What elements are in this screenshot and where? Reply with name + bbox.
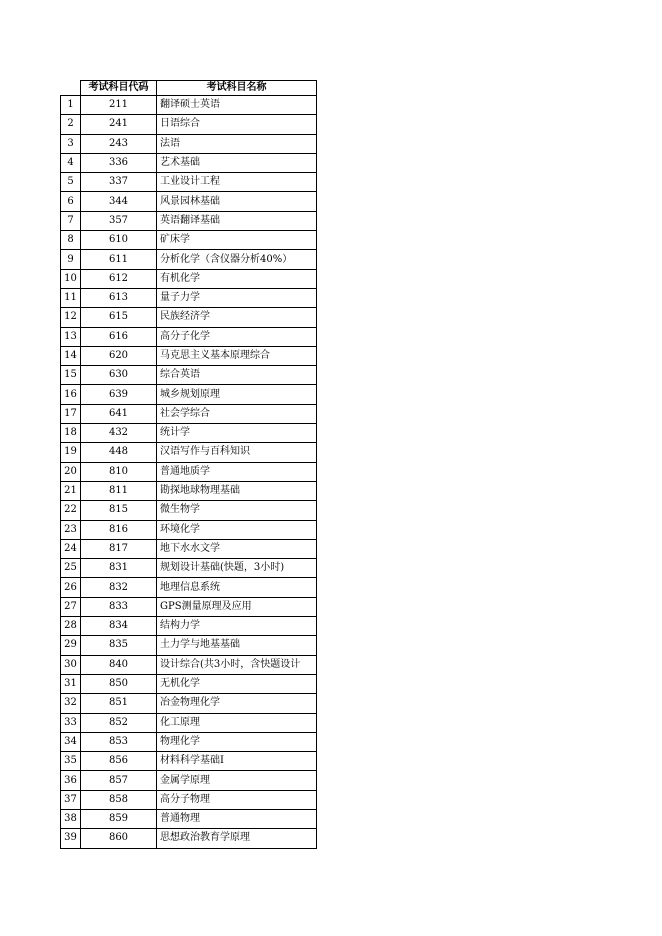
subject-name-cell: GPS测量原理及应用 (157, 597, 317, 616)
exam-subject-table-container (60, 80, 317, 849)
table-row (61, 752, 317, 771)
row-index-cell: 37 (61, 790, 81, 809)
exam-subject-table (60, 80, 317, 849)
row-index-cell: 23 (61, 520, 81, 539)
subject-code-cell: 853 (81, 732, 157, 751)
table-row (61, 539, 317, 558)
header-code-cell: 考试科目代码 (81, 81, 157, 96)
subject-code-cell: 612 (81, 269, 157, 288)
table-row (61, 501, 317, 520)
subject-code-cell: 856 (81, 752, 157, 771)
table-row (61, 404, 317, 423)
subject-code-cell: 641 (81, 404, 157, 423)
subject-code-cell: 357 (81, 211, 157, 230)
subject-code-cell: 835 (81, 636, 157, 655)
row-index-cell: 26 (61, 578, 81, 597)
table-row (61, 790, 317, 809)
subject-name-cell: 法语 (157, 134, 317, 153)
row-index-cell: 7 (61, 211, 81, 230)
table-row (61, 250, 317, 269)
subject-code-cell: 833 (81, 597, 157, 616)
subject-name-cell: 化工原理 (157, 713, 317, 732)
subject-name-cell: 高分子化学 (157, 327, 317, 346)
subject-name-cell: 环境化学 (157, 520, 317, 539)
table-row (61, 655, 317, 674)
subject-name-cell: 量子力学 (157, 288, 317, 307)
subject-name-cell: 普通物理 (157, 809, 317, 828)
table-row (61, 713, 317, 732)
row-index-cell: 31 (61, 674, 81, 693)
table-row (61, 192, 317, 211)
subject-name-cell: 风景园林基础 (157, 192, 317, 211)
subject-name-cell: 微生物学 (157, 501, 317, 520)
subject-name-cell: 规划设计基础(快题，3小时) (157, 559, 317, 578)
table-row (61, 115, 317, 134)
subject-code-cell: 610 (81, 231, 157, 250)
subject-code-cell: 241 (81, 115, 157, 134)
table-row (61, 636, 317, 655)
row-index-cell: 8 (61, 231, 81, 250)
table-body (61, 96, 317, 849)
subject-name-cell: 统计学 (157, 424, 317, 443)
subject-name-cell: 民族经济学 (157, 308, 317, 327)
subject-code-cell: 613 (81, 288, 157, 307)
subject-name-cell: 社会学综合 (157, 404, 317, 423)
table-row (61, 809, 317, 828)
row-index-cell: 19 (61, 443, 81, 462)
subject-code-cell: 336 (81, 153, 157, 172)
subject-name-cell: 地下水水文学 (157, 539, 317, 558)
subject-code-cell: 831 (81, 559, 157, 578)
table-row (61, 153, 317, 172)
subject-code-cell: 815 (81, 501, 157, 520)
table-row (61, 597, 317, 616)
subject-name-cell: 工业设计工程 (157, 173, 317, 192)
subject-code-cell: 857 (81, 771, 157, 790)
table-row (61, 732, 317, 751)
subject-code-cell: 639 (81, 385, 157, 404)
subject-code-cell: 840 (81, 655, 157, 674)
row-index-cell: 24 (61, 539, 81, 558)
table-row (61, 385, 317, 404)
table-row (61, 481, 317, 500)
table-row (61, 173, 317, 192)
subject-name-cell: 综合英语 (157, 366, 317, 385)
row-index-cell: 36 (61, 771, 81, 790)
table-row (61, 829, 317, 848)
row-index-cell: 6 (61, 192, 81, 211)
table-row (61, 578, 317, 597)
subject-name-cell: 勘探地球物理基础 (157, 481, 317, 500)
row-index-cell: 38 (61, 809, 81, 828)
subject-code-cell: 817 (81, 539, 157, 558)
subject-code-cell: 448 (81, 443, 157, 462)
row-index-cell: 2 (61, 115, 81, 134)
subject-name-cell: 矿床学 (157, 231, 317, 250)
row-index-cell: 28 (61, 617, 81, 636)
subject-code-cell: 859 (81, 809, 157, 828)
row-index-cell: 5 (61, 173, 81, 192)
row-index-cell: 1 (61, 96, 81, 115)
table-row (61, 462, 317, 481)
subject-code-cell: 850 (81, 674, 157, 693)
subject-name-cell: 冶金物理化学 (157, 694, 317, 713)
subject-code-cell: 620 (81, 346, 157, 365)
subject-name-cell: 材料科学基础Ⅰ (157, 752, 317, 771)
subject-name-cell: 无机化学 (157, 674, 317, 693)
row-index-cell: 29 (61, 636, 81, 655)
subject-code-cell: 616 (81, 327, 157, 346)
subject-name-cell: 马克思主义基本原理综合 (157, 346, 317, 365)
subject-name-cell: 汉语写作与百科知识 (157, 443, 317, 462)
subject-code-cell: 811 (81, 481, 157, 500)
row-index-cell: 15 (61, 366, 81, 385)
row-index-cell: 12 (61, 308, 81, 327)
subject-code-cell: 810 (81, 462, 157, 481)
subject-name-cell: 有机化学 (157, 269, 317, 288)
subject-name-cell: 物理化学 (157, 732, 317, 751)
subject-code-cell: 832 (81, 578, 157, 597)
subject-code-cell: 615 (81, 308, 157, 327)
row-index-cell: 21 (61, 481, 81, 500)
subject-name-cell: 分析化学（含仪器分析40%） (157, 250, 317, 269)
row-index-cell: 4 (61, 153, 81, 172)
table-row (61, 674, 317, 693)
table-row (61, 231, 317, 250)
row-index-cell: 13 (61, 327, 81, 346)
table-row (61, 134, 317, 153)
table-row (61, 327, 317, 346)
subject-code-cell: 858 (81, 790, 157, 809)
subject-name-cell: 普通地质学 (157, 462, 317, 481)
row-index-cell: 11 (61, 288, 81, 307)
subject-name-cell: 设计综合(共3小时，含快题设计 (157, 655, 317, 674)
subject-code-cell: 243 (81, 134, 157, 153)
row-index-cell: 33 (61, 713, 81, 732)
row-index-cell: 20 (61, 462, 81, 481)
row-index-cell: 34 (61, 732, 81, 751)
row-index-cell: 16 (61, 385, 81, 404)
row-index-cell: 35 (61, 752, 81, 771)
table-row (61, 520, 317, 539)
table-row (61, 617, 317, 636)
subject-code-cell: 816 (81, 520, 157, 539)
table-row (61, 559, 317, 578)
subject-name-cell: 翻译硕士英语 (157, 96, 317, 115)
row-index-cell: 30 (61, 655, 81, 674)
row-index-cell: 39 (61, 829, 81, 848)
subject-name-cell: 艺术基础 (157, 153, 317, 172)
row-index-cell: 17 (61, 404, 81, 423)
subject-code-cell: 630 (81, 366, 157, 385)
table-row (61, 308, 317, 327)
row-index-cell: 18 (61, 424, 81, 443)
row-index-cell: 3 (61, 134, 81, 153)
table-row (61, 694, 317, 713)
subject-name-cell: 地理信息系统 (157, 578, 317, 597)
subject-code-cell: 851 (81, 694, 157, 713)
table-row (61, 366, 317, 385)
row-index-cell: 25 (61, 559, 81, 578)
subject-name-cell: 日语综合 (157, 115, 317, 134)
subject-name-cell: 城乡规划原理 (157, 385, 317, 404)
row-index-cell: 10 (61, 269, 81, 288)
table-row (61, 424, 317, 443)
subject-name-cell: 思想政治教育学原理 (157, 829, 317, 848)
subject-code-cell: 834 (81, 617, 157, 636)
table-row (61, 346, 317, 365)
subject-name-cell: 结构力学 (157, 617, 317, 636)
subject-code-cell: 337 (81, 173, 157, 192)
row-index-cell: 22 (61, 501, 81, 520)
subject-code-cell: 860 (81, 829, 157, 848)
subject-code-cell: 211 (81, 96, 157, 115)
subject-name-cell: 土力学与地基基础 (157, 636, 317, 655)
table-row (61, 211, 317, 230)
subject-name-cell: 高分子物理 (157, 790, 317, 809)
header-name-cell: 考试科目名称 (157, 81, 317, 96)
table-row (61, 443, 317, 462)
subject-code-cell: 611 (81, 250, 157, 269)
table-row (61, 288, 317, 307)
table-row (61, 771, 317, 790)
header-index-cell (61, 81, 81, 96)
subject-name-cell: 英语翻译基础 (157, 211, 317, 230)
subject-code-cell: 432 (81, 424, 157, 443)
table-row (61, 269, 317, 288)
row-index-cell: 14 (61, 346, 81, 365)
row-index-cell: 9 (61, 250, 81, 269)
subject-code-cell: 852 (81, 713, 157, 732)
row-index-cell: 32 (61, 694, 81, 713)
row-index-cell: 27 (61, 597, 81, 616)
table-header-row (61, 81, 317, 96)
table-row (61, 96, 317, 115)
subject-code-cell: 344 (81, 192, 157, 211)
subject-name-cell: 金属学原理 (157, 771, 317, 790)
